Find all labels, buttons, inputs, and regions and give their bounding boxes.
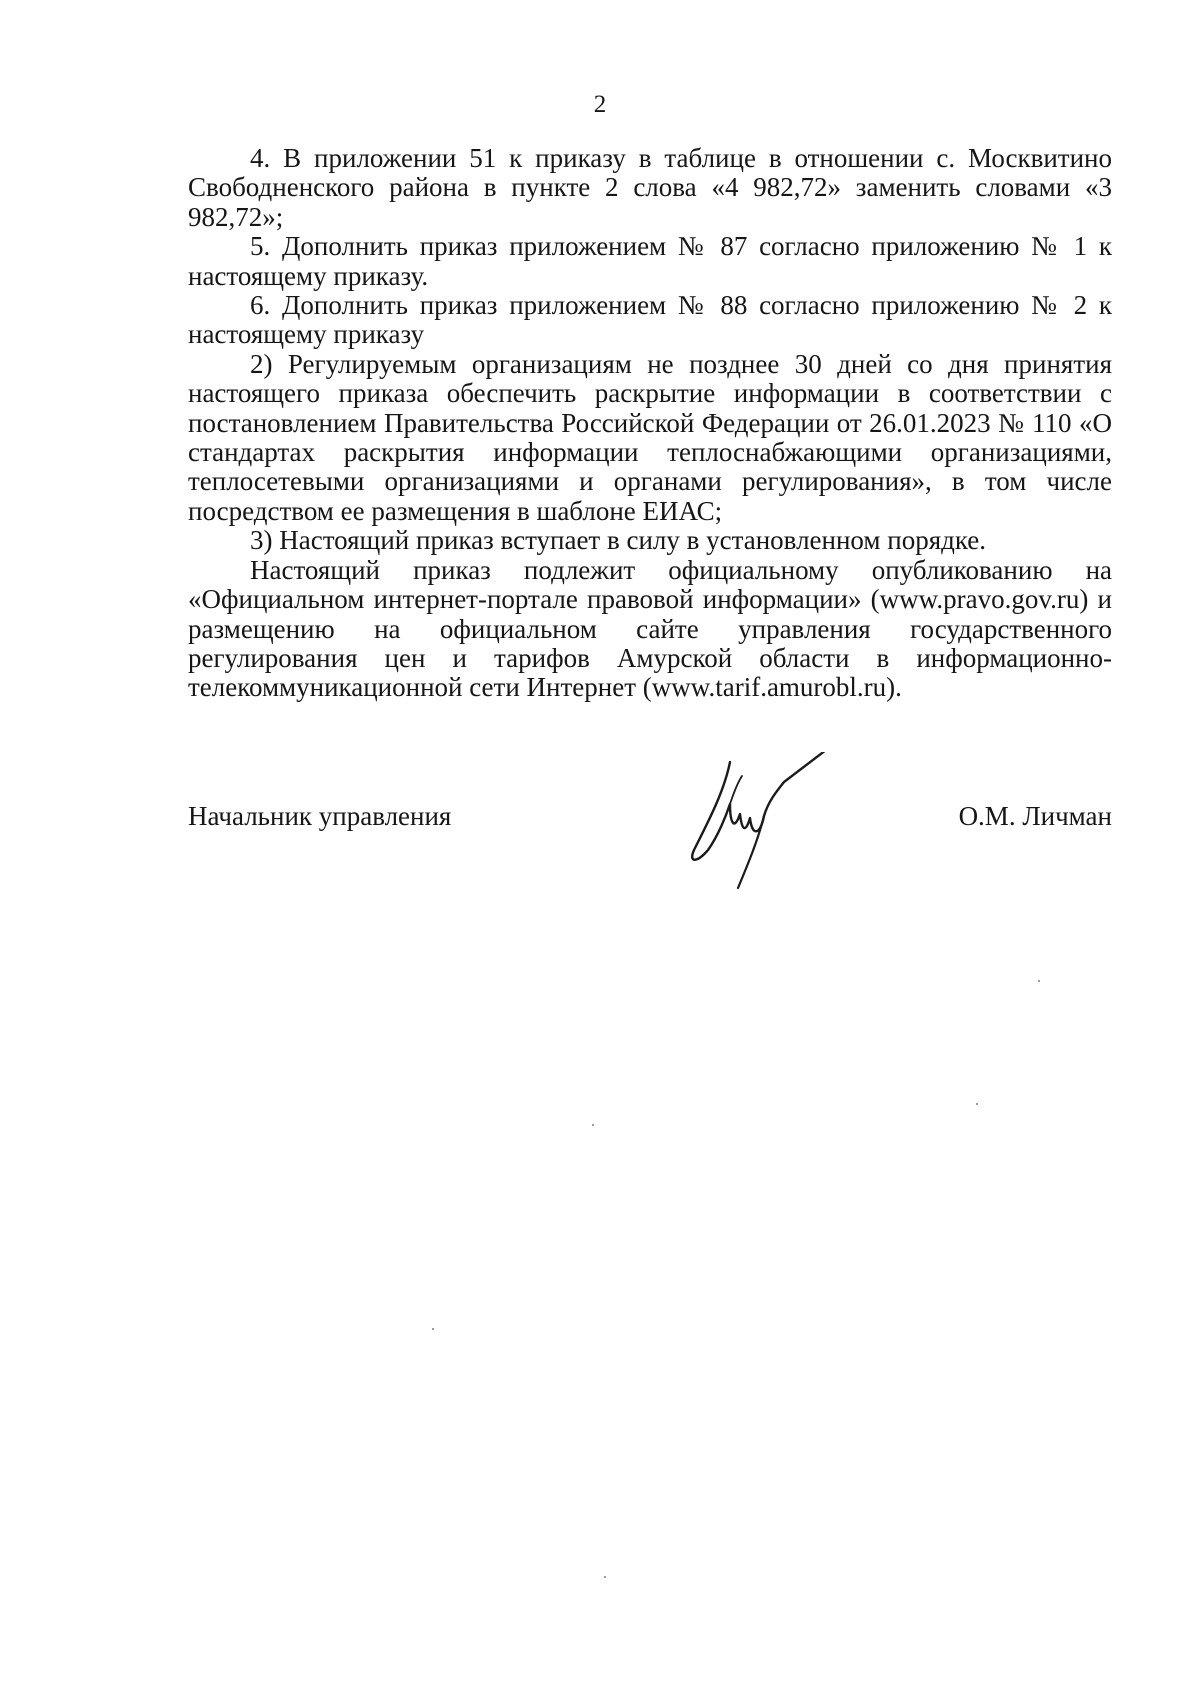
document-body bbox=[188, 144, 1112, 703]
paragraph-item-5: 5. Дополнить приказ приложением № 87 согласно приложению № 1 к настоящему приказу. bbox=[188, 231, 1112, 291]
scan-speck bbox=[1038, 980, 1040, 982]
paragraph-effective: 3) Настоящий приказ вступает в силу в установленном порядке. bbox=[250, 525, 987, 556]
page-number: 2 bbox=[593, 91, 607, 118]
scan-speck bbox=[432, 1328, 434, 1330]
signatory-position: Начальник управления bbox=[188, 801, 452, 831]
handwritten-signature-icon bbox=[672, 752, 842, 892]
signature-block bbox=[188, 800, 1112, 950]
signatory-name: О.М. Личман bbox=[958, 801, 1112, 831]
scan-speck bbox=[604, 1576, 606, 1578]
paragraph-item-6: 6. Дополнить приказ приложением № 88 согласно приложению № 2 к настоящему приказу bbox=[188, 290, 1112, 350]
paragraph-publication: Настоящий приказ подлежит официальному опубликованию на «Официальном интернет-портале правовой информации» (www.pravo.gov.ru) и размещению на официальном сайте управления государственного регулирования цен и тарифов Амурской области в информационно-телекоммуникационной сети Интернет (www.tarif.amurobl.ru). bbox=[188, 554, 1112, 703]
scan-speck bbox=[592, 1124, 594, 1126]
scan-speck bbox=[976, 1103, 978, 1105]
paragraph-disclosure: 2) Регулируемым организациям не позднее 30 дней со дня принятия настоящего приказа обеспечить раскрытие информации в соответствии с постановлением Правительства Российской Федерации от 26.01.2023 № 110 «О стандартах раскрытия информации теплоснабжающими организациями, теплосетевыми организациями и органами регулирования», в том числе посредством ее размещения в шаблоне ЕИАС; bbox=[188, 348, 1112, 526]
paragraph-item-4: 4. В приложении 51 к приказу в таблице в отношении с. Москвитино Свободненского района в пункте 2 слова «4 982,72» заменить словами «3 982,72»; bbox=[188, 143, 1112, 232]
